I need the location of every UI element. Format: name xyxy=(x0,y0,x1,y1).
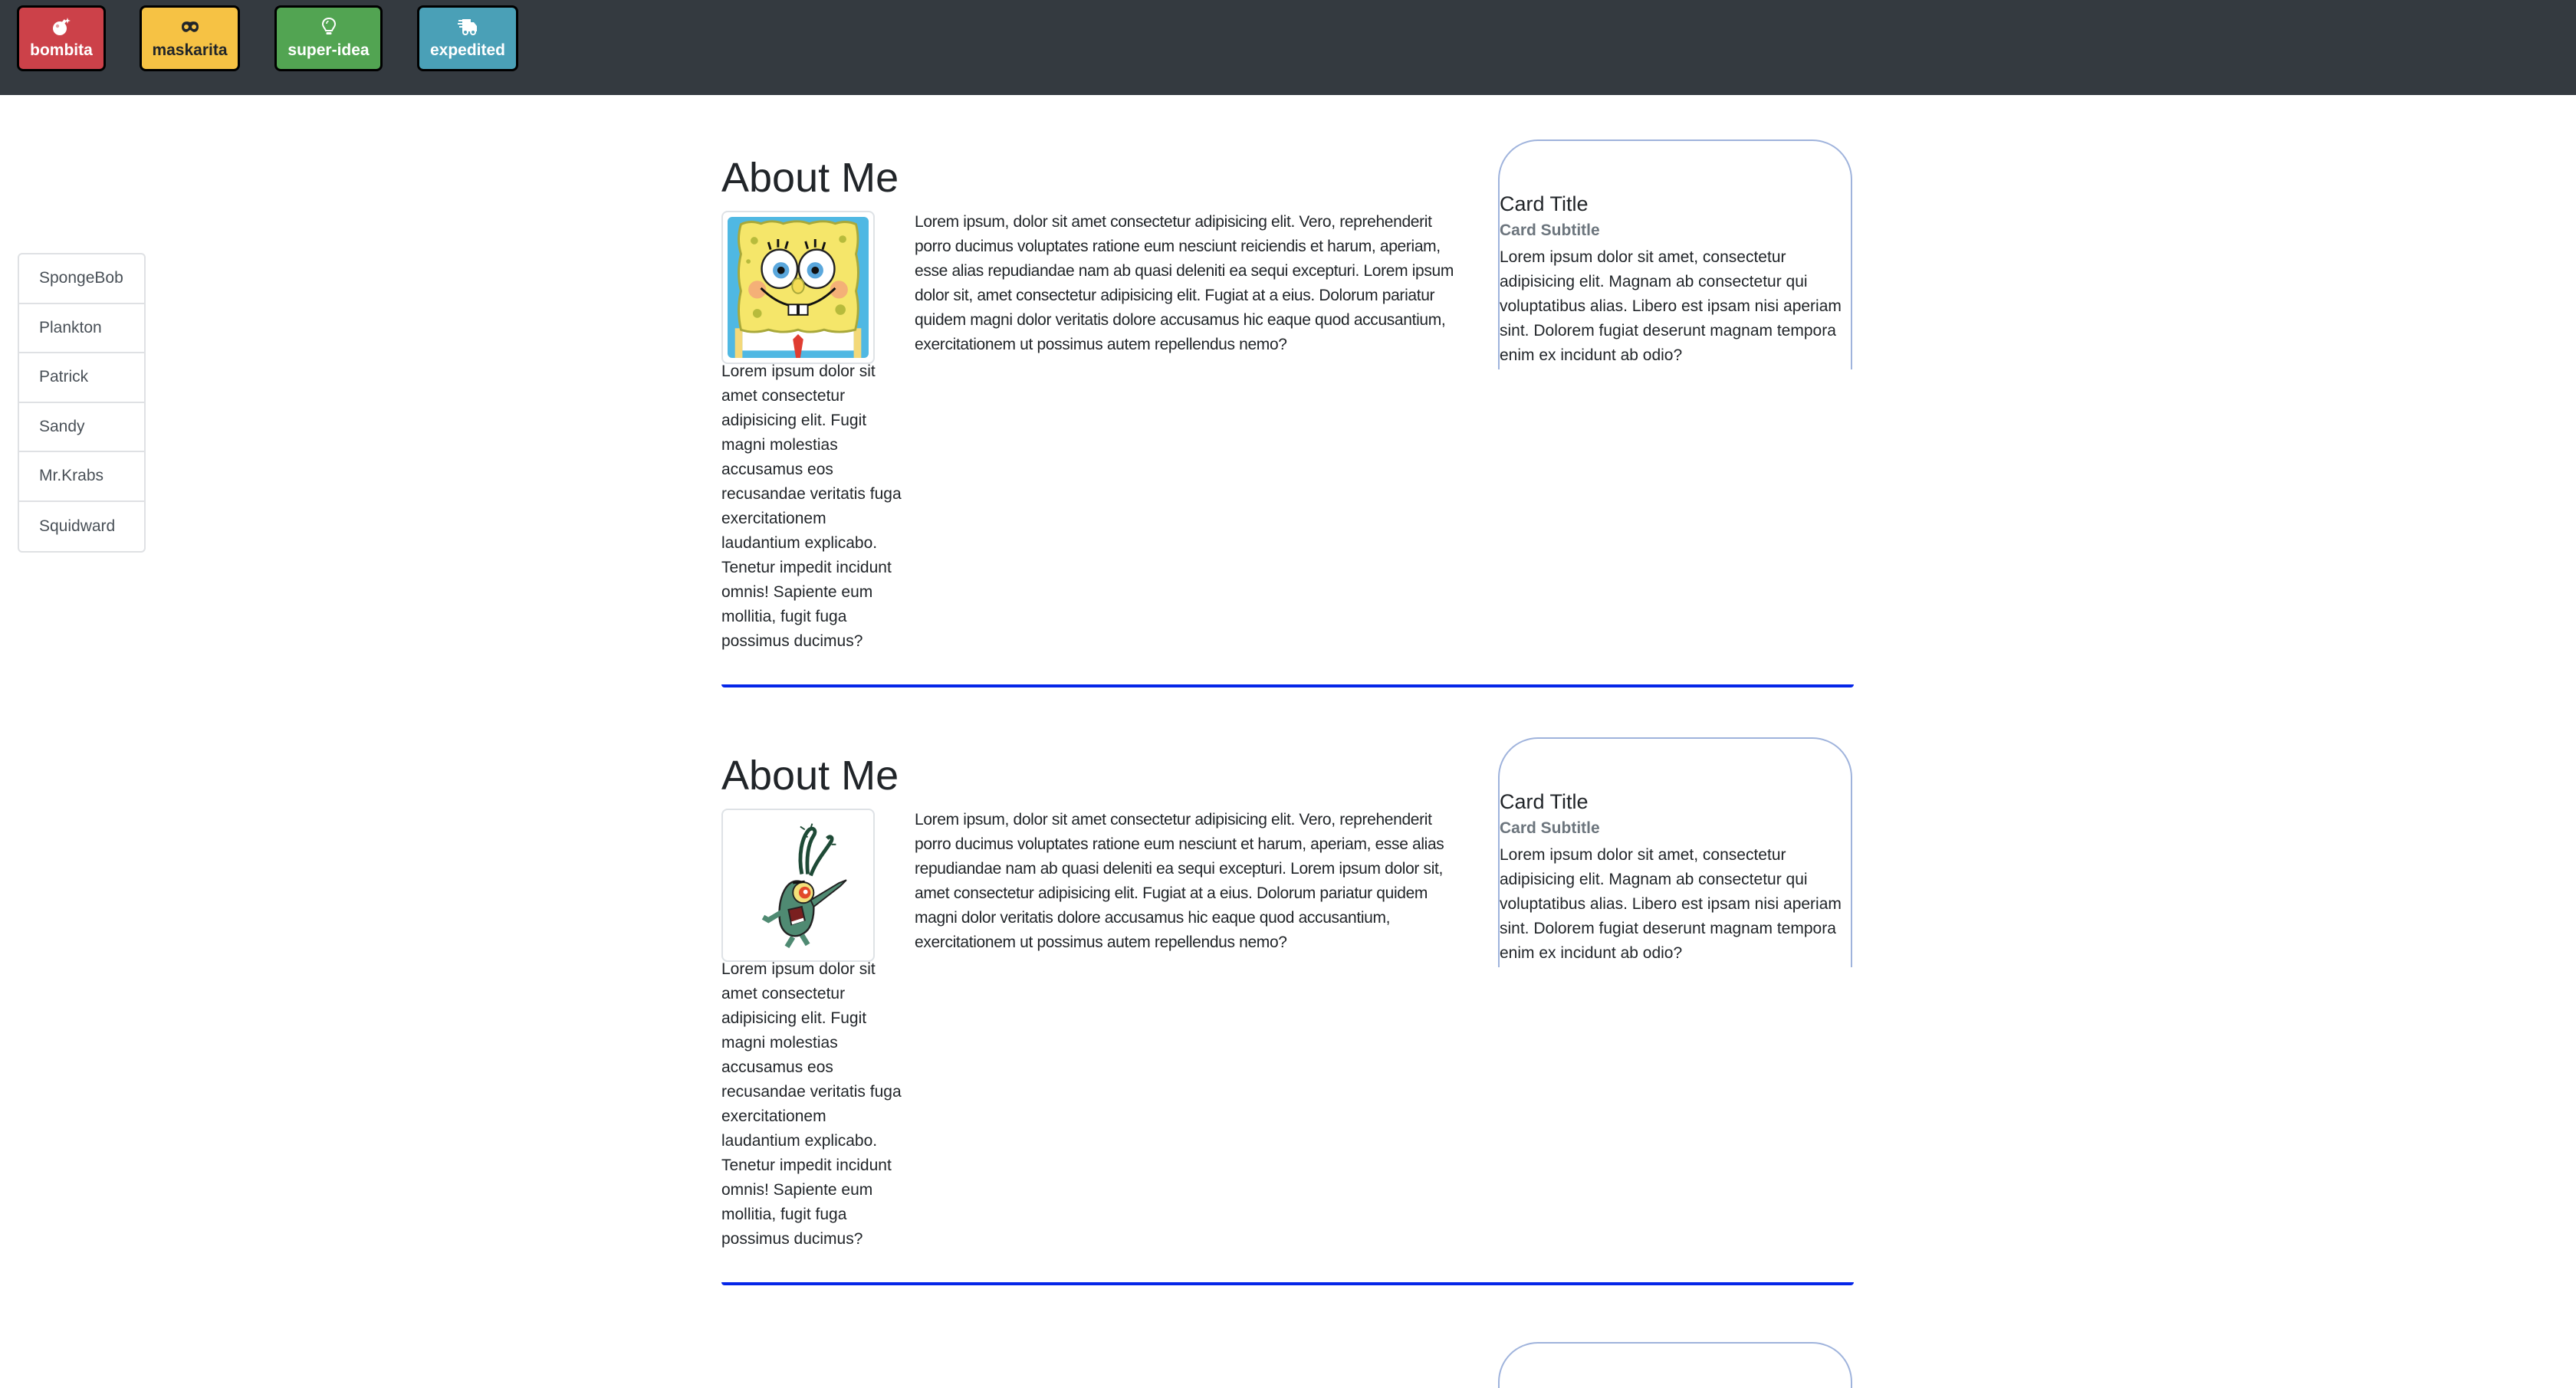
intro-text: Lorem ipsum dolor sit amet consectetur adipisicing elit. Fugit magni molestias accusamus eos recusandae veritatis fuga exercitationem laudantium explicabo. Tenetur impedit incidunt omnis! Sapiente eum mollitia, fugit fuga possimus ducimus? xyxy=(721,363,902,650)
info-card xyxy=(1498,737,1852,967)
lightbulb-icon xyxy=(319,17,339,37)
section-heading: About Me xyxy=(721,753,899,799)
bombita-label: bombita xyxy=(30,41,93,59)
card-title: Card Title xyxy=(1500,790,1589,813)
card-subtitle: Card Subtitle xyxy=(1500,819,1600,837)
card-subtitle: Card Subtitle xyxy=(1500,221,1600,239)
spongebob-image xyxy=(721,211,875,364)
plankton-portrait-icon xyxy=(728,815,869,956)
section-heading: About Me xyxy=(721,155,899,201)
character-list xyxy=(18,253,146,553)
sidebar-item-spongebob[interactable]: SpongeBob xyxy=(19,254,144,304)
expedited-button[interactable] xyxy=(417,5,518,71)
about-section xyxy=(721,745,1854,1248)
section-divider xyxy=(721,1282,1854,1285)
sidebar-item-patrick[interactable]: Patrick xyxy=(19,353,144,403)
top-navbar xyxy=(0,0,2576,95)
expedited-label: expedited xyxy=(429,41,506,59)
card-title: Card Title xyxy=(1500,192,1589,215)
plankton-image xyxy=(721,809,875,962)
card-text: Lorem ipsum dolor sit amet, consectetur adipisicing elit. Magnam ab consectetur qui voluptatibus alias. Libero est ipsam nisi aperiam sint. Dolorem fugiat deserunt magnam tempora enim ex incidunt ab odio? xyxy=(1500,846,1842,962)
sidebar-item-sandy[interactable]: Sandy xyxy=(19,403,144,453)
sidebar-item-mr-krabs[interactable]: Mr.Krabs xyxy=(19,452,144,502)
next-info-card-edge xyxy=(1498,1342,1852,1388)
intro-text: Lorem ipsum dolor sit amet consectetur adipisicing elit. Fugit magni molestias accusamus eos recusandae veritatis fuga exercitationem laudantium explicabo. Tenetur impedit incidunt omnis! Sapiente eum mollitia, fugit fuga possimus ducimus? xyxy=(721,960,902,1248)
bombita-button[interactable] xyxy=(17,5,106,71)
super-idea-label: super-idea xyxy=(288,41,370,59)
about-paragraph: Lorem ipsum, dolor sit amet consectetur adipisicing elit. Vero, reprehenderit porro ducimus voluptates ratione eum nesciunt et harum, aperiam, esse alias repudiandae nam ab quasi deleniti ea sequi excepturi. Lorem ipsum dolor sit, amet consectetur adipisicing elit. Fugiat at a eius. Dolorum pariatur quidem magni dolor veritatis dolore accusamus hic eaque quod accusantium, exercitationem ut possimus autem repellendus nemo? xyxy=(915,811,1444,951)
about-paragraph: Lorem ipsum, dolor sit amet consectetur adipisicing elit. Vero, reprehenderit porro ducimus voluptates ratione eum nesciunt reiciendis et harum, aperiam, esse alias repudiandae nam ab quasi deleniti ea sequi excepturi. Lorem ipsum dolor sit, amet consectetur adipisicing elit. Fugiat at a eius. Dolorum pariatur quidem magni dolor veritatis dolore accusamus hic eaque quod accusantium, exercitationem ut possimus autem repellendus nemo? xyxy=(915,213,1454,353)
bomb-icon xyxy=(51,17,71,37)
mask-icon xyxy=(180,17,200,37)
about-section xyxy=(721,147,1854,650)
truck-fast-icon xyxy=(458,17,478,37)
card-text: Lorem ipsum dolor sit amet, consectetur adipisicing elit. Magnam ab consectetur qui voluptatibus alias. Libero est ipsam nisi aperiam sint. Dolorem fugiat deserunt magnam tempora enim ex incidunt ab odio? xyxy=(1500,248,1842,364)
info-card xyxy=(1498,139,1852,369)
sidebar-item-plankton[interactable]: Plankton xyxy=(19,304,144,354)
spongebob-portrait-icon xyxy=(728,217,869,358)
maskarita-button[interactable] xyxy=(140,5,240,71)
section-divider xyxy=(721,684,1854,687)
sidebar-item-squidward[interactable]: Squidward xyxy=(39,517,116,535)
maskarita-label: maskarita xyxy=(152,41,228,59)
super-idea-button[interactable] xyxy=(274,5,383,71)
